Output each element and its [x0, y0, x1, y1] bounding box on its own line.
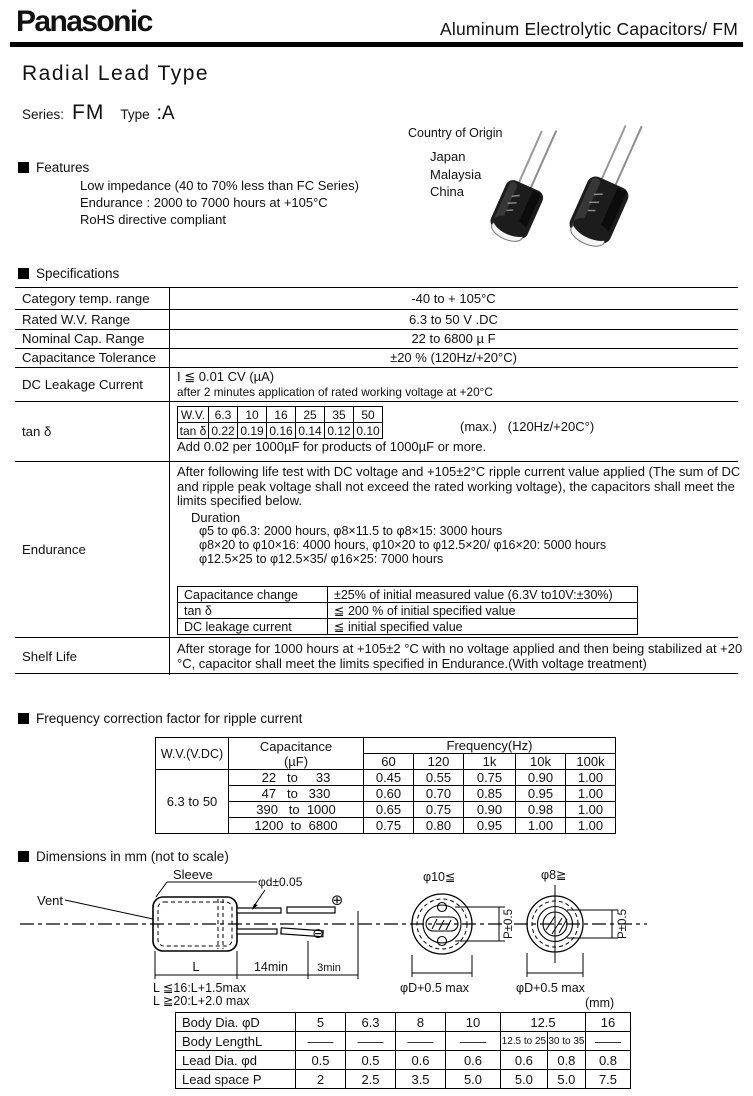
table-cell: 5.0	[446, 1070, 501, 1089]
table-cell: 47 to 330	[229, 786, 364, 802]
table-cell: ±25% of initial measured value (6.3V to10V:±30%)	[328, 587, 638, 603]
table-cell: 120	[414, 754, 464, 770]
table-row-label: Lead Dia. φd	[176, 1051, 296, 1070]
table-cell: 0.85	[464, 786, 516, 802]
table-cell: 0.8	[547, 1051, 585, 1070]
table-cell: 30 to 35	[547, 1032, 585, 1051]
country-of-origin-label: Country of Origin	[408, 126, 503, 140]
dc-leakage-line2: after 2 minutes application of rated working voltage at +20°C	[177, 385, 493, 399]
lead-space-tolerance-label: P±0.5	[617, 909, 629, 939]
capacitor-photo	[480, 116, 740, 248]
spec-row-label: Capacitance Tolerance	[22, 350, 156, 365]
vent-label: Vent	[37, 893, 64, 908]
tan-delta-table	[177, 406, 383, 439]
table-cell: 12.5	[501, 1013, 586, 1032]
table-cell: 0.5	[346, 1051, 396, 1070]
table-cell: 5.0	[547, 1070, 585, 1089]
tip-length-min-label: 3min	[317, 962, 341, 974]
table-cell: 0.6	[446, 1051, 501, 1070]
section-bullet-icon	[18, 162, 29, 173]
country-item: China	[430, 184, 464, 199]
table-cell: 2	[296, 1070, 346, 1089]
document-title: Aluminum Electrolytic Capacitors/ FM	[440, 19, 738, 39]
table-cell: DC leakage current	[178, 619, 328, 635]
type-value: :A	[156, 103, 175, 124]
table-cell: 10	[238, 407, 267, 423]
table-cell	[229, 738, 364, 770]
table-cell: 1.00	[566, 786, 616, 802]
table-cell: 0.75	[414, 802, 464, 818]
table-cell: 1.00	[566, 802, 616, 818]
spec-row-value: 6.3 to 50 V .DC	[409, 311, 498, 327]
body-dia-max-label: φD+0.5 max	[400, 981, 469, 995]
table-cell: tan δ	[178, 603, 328, 619]
table-cell: 1.00	[516, 818, 566, 834]
table-cell: 35	[325, 407, 354, 423]
table-cell: 0.75	[364, 818, 414, 834]
endurance-duration-label: Duration	[191, 510, 241, 525]
table-cell: 0.12	[325, 423, 354, 439]
table-cell: 0.70	[414, 786, 464, 802]
feature-item: Low impedance (40 to 70% less than FC Series)	[80, 178, 359, 193]
table-cell: ——	[296, 1032, 346, 1051]
table-row-label: Body LengthL	[176, 1032, 296, 1051]
cap-header-line2: (µF)	[283, 753, 309, 769]
table-cell: ——	[396, 1032, 446, 1051]
dimension-diagram	[15, 863, 660, 1013]
spec-row-value: -40 to + 105°C	[411, 291, 496, 306]
spec-row-label: Rated W.V. Range	[22, 311, 131, 327]
lead-dia-tolerance-label: φd±0.05	[258, 875, 303, 889]
spec-row-value: ±20 % (120Hz/+20°C)	[390, 350, 517, 365]
header-rule	[10, 42, 743, 47]
shelf-life-text: After storage for 1000 hours at +105±2 °C with no voltage applied and then being stabilized at +20 °C, capacitor shall meet the limits specified in Endurance.(With voltage treatment)	[177, 641, 743, 671]
body-length-label: L	[192, 959, 200, 974]
table-cell: 5	[296, 1013, 346, 1032]
spec-row-label: DC Leakage Current	[22, 376, 143, 392]
table-cell: 0.19	[238, 423, 267, 439]
table-row-label: Lead space P	[176, 1070, 296, 1089]
duration-line: φ8×20 to φ10×16: 4000 hours, φ10×20 to φ12.5×20/ φ16×20: 5000 hours	[199, 538, 607, 552]
table-cell: 1k	[464, 754, 516, 770]
table-cell: 0.65	[364, 802, 414, 818]
table-cell: 1.00	[566, 770, 616, 786]
table-cell: 22 to 33	[229, 770, 364, 786]
frequency-heading-label: Frequency correction factor for ripple current	[36, 711, 303, 726]
brand-logo: Panasonic	[16, 5, 152, 38]
circle1-label: φ10≦	[423, 870, 456, 884]
series-line	[22, 101, 175, 125]
table-cell: Frequency(Hz)	[364, 738, 616, 754]
table-cell: 1.00	[566, 818, 616, 834]
frequency-heading	[18, 711, 302, 726]
table-cell: 0.55	[414, 770, 464, 786]
table-cell: 1200 to 6800	[229, 818, 364, 834]
spec-row-label: Category temp. range	[22, 291, 150, 306]
table-cell: 16	[267, 407, 296, 423]
table-cell: ≦ 200 % of initial specified value	[328, 603, 638, 619]
page-title: Radial Lead Type	[22, 62, 210, 85]
table-cell: 6.3	[209, 407, 238, 423]
table-cell: tan δ	[178, 423, 209, 439]
table-cell: Capacitance change	[178, 587, 328, 603]
table-cell: 5.0	[501, 1070, 548, 1089]
table-cell: 0.95	[464, 818, 516, 834]
specifications-heading-label: Specifications	[36, 266, 120, 281]
spec-row-label: Shelf Life	[22, 648, 77, 664]
dimensions-heading	[18, 849, 229, 864]
table-cell: 0.45	[364, 770, 414, 786]
tan-delta-note: (max.) (120Hz/+20C°)	[460, 419, 595, 434]
table-cell: 6.3	[346, 1013, 396, 1032]
spec-row-label: Endurance	[22, 541, 86, 557]
table-cell: 60	[364, 754, 414, 770]
table-cell: 0.10	[354, 423, 383, 439]
table-cell: 100k	[566, 754, 616, 770]
table-cell: W.V.	[178, 407, 209, 423]
table-cell: 0.90	[516, 770, 566, 786]
table-cell: 6.3 to 50	[156, 770, 229, 834]
cap-header-line1: Capacitance	[259, 738, 333, 754]
country-item: Japan	[430, 149, 466, 164]
negative-terminal-icon: ⊖	[312, 925, 324, 941]
dimensions-heading-label: Dimensions in mm (not to scale)	[36, 849, 229, 864]
specifications-table	[15, 287, 743, 674]
table-cell: 10k	[516, 754, 566, 770]
features-heading	[18, 160, 89, 175]
table-cell: 12.5 to 25	[501, 1032, 548, 1051]
country-list	[430, 148, 481, 201]
length-note-2: L ≧20:L+2.0 max	[153, 994, 250, 1008]
features-heading-label: Features	[36, 160, 90, 175]
section-bullet-icon	[18, 268, 29, 279]
table-cell: ——	[346, 1032, 396, 1051]
table-cell: ——	[586, 1032, 631, 1051]
table-cell: 0.6	[396, 1051, 446, 1070]
table-cell: 25	[296, 407, 325, 423]
duration-line: φ12.5×25 to φ12.5×35/ φ16×25: 7000 hours	[199, 552, 444, 566]
table-cell: 8	[396, 1013, 446, 1032]
section-bullet-icon	[18, 851, 29, 862]
table-cell: W.V.(V.DC)	[156, 738, 229, 770]
dc-leakage-line1: I ≦ 0.01 CV (µA)	[177, 369, 275, 384]
lead-space-tolerance-label: P±0.5	[503, 909, 515, 939]
spec-row-value: 22 to 6800 µ F	[411, 331, 496, 346]
feature-item: Endurance : 2000 to 7000 hours at +105°C	[80, 194, 328, 210]
spec-row-label: tan δ	[22, 423, 52, 439]
table-row-label: Body Dia. φD	[176, 1013, 296, 1032]
body-dia-max-label: φD+0.5 max	[516, 981, 585, 995]
feature-item: RoHS directive compliant	[80, 211, 226, 227]
series-value: FM	[72, 101, 105, 124]
positive-terminal-icon: ⊕	[330, 892, 344, 909]
spec-row-label: Nominal Cap. Range	[22, 331, 145, 346]
table-cell: 0.5	[296, 1051, 346, 1070]
lead-length-min-label: 14min	[253, 960, 289, 974]
duration-line: φ5 to φ6.3: 2000 hours, φ8×11.5 to φ8×15: 3000 hours	[199, 524, 503, 538]
table-cell: 7.5	[586, 1070, 631, 1089]
table-cell: 50	[354, 407, 383, 423]
table-cell: 0.98	[516, 802, 566, 818]
series-label: Series:	[22, 107, 65, 122]
table-cell: ——	[446, 1032, 501, 1051]
dimensions-table	[175, 1012, 631, 1089]
table-cell: 3.5	[396, 1070, 446, 1089]
table-cell: 0.95	[516, 786, 566, 802]
table-cell: 0.60	[364, 786, 414, 802]
unit-label: (mm)	[585, 996, 615, 1010]
section-bullet-icon	[18, 713, 29, 724]
table-cell: 0.75	[464, 770, 516, 786]
table-cell: 0.16	[267, 423, 296, 439]
endurance-limits-table	[177, 586, 638, 635]
table-cell: ≦ initial specified value	[328, 619, 638, 635]
table-cell: 0.22	[209, 423, 238, 439]
table-cell: 2.5	[346, 1070, 396, 1089]
endurance-paragraph: After following life test with DC voltage and +105±2°C ripple current value applied (The sum of DC and ripple peak voltage shall not exceed the rated working voltage), the capacitors shall meet the limits specified below.	[177, 464, 741, 508]
table-cell: 0.14	[296, 423, 325, 439]
table-cell: 0.8	[586, 1051, 631, 1070]
table-cell: 0.90	[464, 802, 516, 818]
specifications-heading	[18, 266, 119, 281]
type-label: Type	[120, 107, 150, 122]
table-cell: 16	[586, 1013, 631, 1032]
table-cell: 0.80	[414, 818, 464, 834]
features-list	[80, 178, 359, 228]
table-cell: 10	[446, 1013, 501, 1032]
table-cell: 0.6	[501, 1051, 548, 1070]
country-item: Malaysia	[430, 166, 482, 182]
frequency-table	[155, 737, 616, 834]
endurance-duration-lines	[199, 524, 606, 566]
sleeve-label: Sleeve	[173, 867, 213, 882]
circle2-label: φ8≧	[541, 868, 567, 882]
table-cell: 390 to 1000	[229, 802, 364, 818]
length-note-1: L ≦16:L+1.5max	[153, 981, 247, 995]
tan-delta-add-note: Add 0.02 per 1000µF for products of 1000µF or more.	[177, 439, 487, 454]
